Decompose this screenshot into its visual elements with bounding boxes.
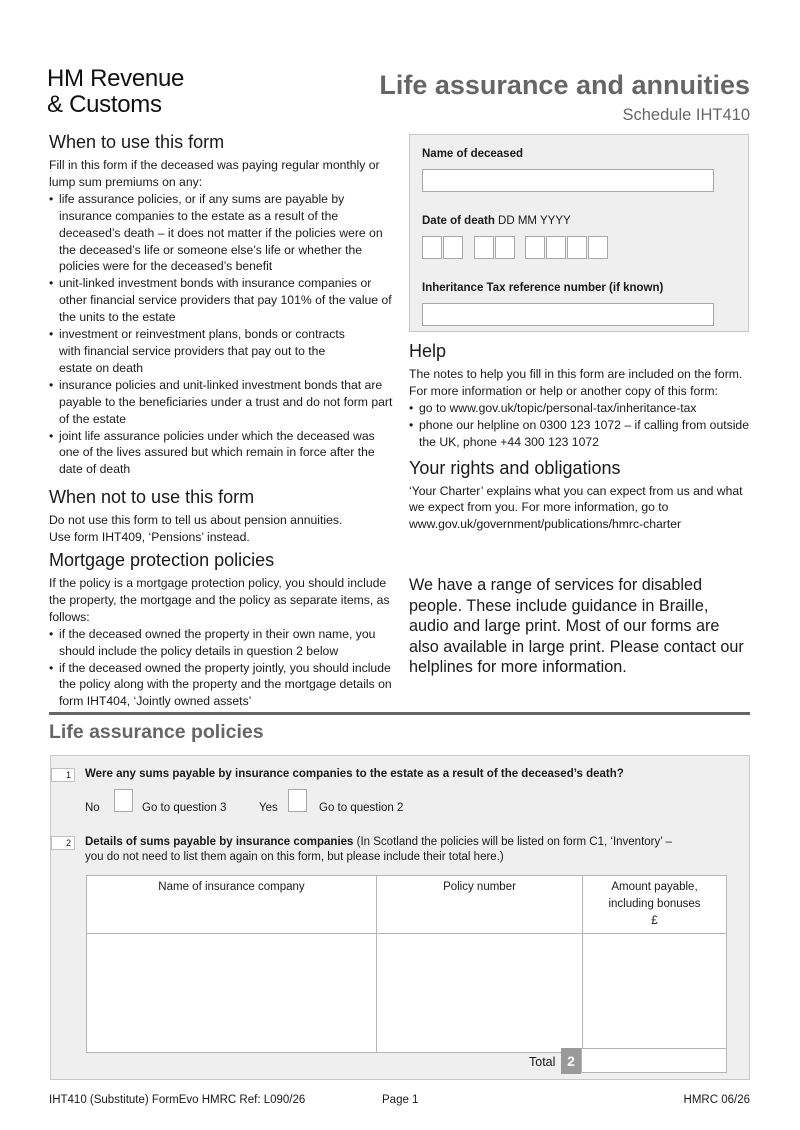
schedule-label: Schedule IHT410 — [622, 106, 750, 124]
logo-line1: HM Revenue — [47, 65, 185, 92]
col-amount-payable — [583, 876, 727, 934]
total-label: Total — [529, 1055, 556, 1069]
date-of-death-label — [422, 215, 571, 227]
date-month-digit-1[interactable] — [474, 236, 494, 259]
page-title: Life assurance and annuities — [379, 70, 750, 100]
mortgage-list — [49, 626, 394, 711]
iht-reference-field[interactable] — [422, 303, 714, 326]
when-not-line2: Use form IHT409, ‘Pensions’ instead. — [49, 530, 250, 545]
mortgage-intro: If the policy is a mortgage protection policy, you should include the property, the mortgage and the policy as separate items, as follows: — [49, 576, 390, 624]
question-2-text — [85, 835, 685, 865]
question-2-note: (In Scotland the policies will be listed on form C1, ‘Inventory’ – you do not need to list them again on this form, but please include their total here.) — [85, 836, 672, 863]
question-1-text: Were any sums payable by insurance companies to the estate as a result of the deceased’s death? — [85, 768, 624, 780]
iht-reference-label: Inheritance Tax reference number (if known) — [422, 282, 664, 294]
insurance-table — [86, 875, 727, 1053]
section-divider — [49, 712, 750, 715]
when-to-use-intro: Fill in this form if the deceased was paying regular monthly or lump sum premiums on any: — [49, 158, 380, 189]
col-amount-line3: £ — [651, 915, 658, 927]
col-amount-line1: Amount payable, — [611, 881, 698, 893]
total-box-number: 2 — [561, 1048, 581, 1074]
amount-payable-cell[interactable] — [583, 934, 727, 1053]
date-of-death-text: Date of death — [422, 215, 495, 227]
yes-label: Yes — [259, 802, 278, 814]
mortgage-heading: Mortgage protection policies — [49, 550, 275, 571]
deceased-details-panel — [409, 134, 749, 332]
date-year-digit-1[interactable] — [525, 236, 545, 259]
help-intro: The notes to help you fill in this form are included on the form. For more information or help or another copy of this form: — [409, 367, 743, 398]
date-month-digit-2[interactable] — [495, 236, 515, 259]
policy-number-cell[interactable] — [377, 934, 583, 1053]
insurance-company-cell[interactable] — [87, 934, 377, 1053]
question-1-number: 1 — [51, 768, 75, 782]
list-item: • phone our helpline on 0300 123 1072 – if calling from outside the UK, phone +44 300 123 1072 — [409, 417, 749, 451]
question-2-bold: Details of sums payable by insurance companies — [85, 836, 354, 848]
disabled-services-notice: We have a range of services for disabled people. These include guidance in Braille, audio and large print. Most of our forms are also available in large print. Please contact our helplines for more information. — [409, 576, 744, 676]
section-title: Life assurance policies — [49, 721, 264, 743]
date-year-digit-2[interactable] — [546, 236, 566, 259]
no-label: No — [85, 802, 100, 814]
date-year-digit-4[interactable] — [588, 236, 608, 259]
list-item: • if the deceased owned the property jointly, you should include the policy along with the property and the mortgage details on form IHT404, ‘Jointly owned assets’ — [49, 660, 394, 711]
list-item: • joint life assurance policies under which the deceased was one of the lives assured but which remain in force after the date of death — [49, 428, 394, 479]
rights-heading: Your rights and obligations — [409, 457, 621, 478]
list-item: • insurance policies and unit-linked investment bonds that are payable to the beneficiaries under a trust and do not form part of the estate — [49, 377, 394, 428]
col-amount-line2: including bonuses — [608, 898, 701, 910]
no-checkbox[interactable] — [114, 789, 133, 812]
logo-line2: & Customs — [47, 91, 162, 118]
list-item: • life assurance policies, or if any sums are payable by insurance companies to the estate as a result of the deceased’s death – it does not matter if the policies were on the deceased’s life or someone else’s life or whether the policies were for the deceased’s benefit — [49, 191, 394, 276]
name-label: Name of deceased — [422, 148, 523, 160]
when-not-heading: When not to use this form — [49, 487, 255, 508]
yes-checkbox[interactable] — [288, 789, 307, 812]
questions-panel — [50, 755, 750, 1080]
help-heading: Help — [409, 341, 447, 361]
hmrc-logo — [47, 66, 184, 118]
footer-page-number: Page 1 — [382, 1094, 419, 1106]
date-day-digit-2[interactable] — [443, 236, 463, 259]
date-year-digit-3[interactable] — [567, 236, 587, 259]
list-item: • if the deceased owned the property in their own name, you should include the policy details in question 2 below — [49, 626, 394, 660]
total-field[interactable] — [581, 1048, 727, 1073]
list-item: • go to www.gov.uk/topic/personal-tax/inheritance-tax — [409, 400, 749, 417]
date-format-hint: DD MM YYYY — [498, 215, 571, 227]
when-not-line1: Do not use this form to tell us about pension annuities. — [49, 513, 343, 528]
list-item: • investment or reinvestment plans, bonds or contracts with financial service providers that pay out to the estate on death — [49, 326, 394, 377]
col-insurance-company: Name of insurance company — [87, 876, 377, 934]
when-to-use-list — [49, 191, 394, 478]
footer-version: HMRC 06/26 — [683, 1094, 750, 1106]
col-policy-number: Policy number — [377, 876, 583, 934]
help-list — [409, 400, 749, 451]
table-row — [87, 934, 727, 1053]
date-day-digit-1[interactable] — [422, 236, 442, 259]
when-to-use-heading: When to use this form — [49, 132, 225, 152]
list-item: • unit-linked investment bonds with insurance companies or other financial service providers that pay 101% of the value of the units to the estate — [49, 275, 394, 326]
footer-form-ref: IHT410 (Substitute) FormEvo HMRC Ref: L090/26 — [49, 1094, 306, 1106]
yes-goto: Go to question 2 — [319, 802, 404, 814]
right-column — [409, 341, 749, 533]
name-of-deceased-field[interactable] — [422, 169, 714, 192]
rights-text: ‘Your Charter’ explains what you can expect from us and what we expect from you. For more information, go to www.gov.uk/government/publications/hmrc-charter — [409, 483, 743, 532]
question-2-number: 2 — [51, 836, 75, 850]
left-column — [49, 132, 394, 710]
no-goto: Go to question 3 — [142, 802, 227, 814]
